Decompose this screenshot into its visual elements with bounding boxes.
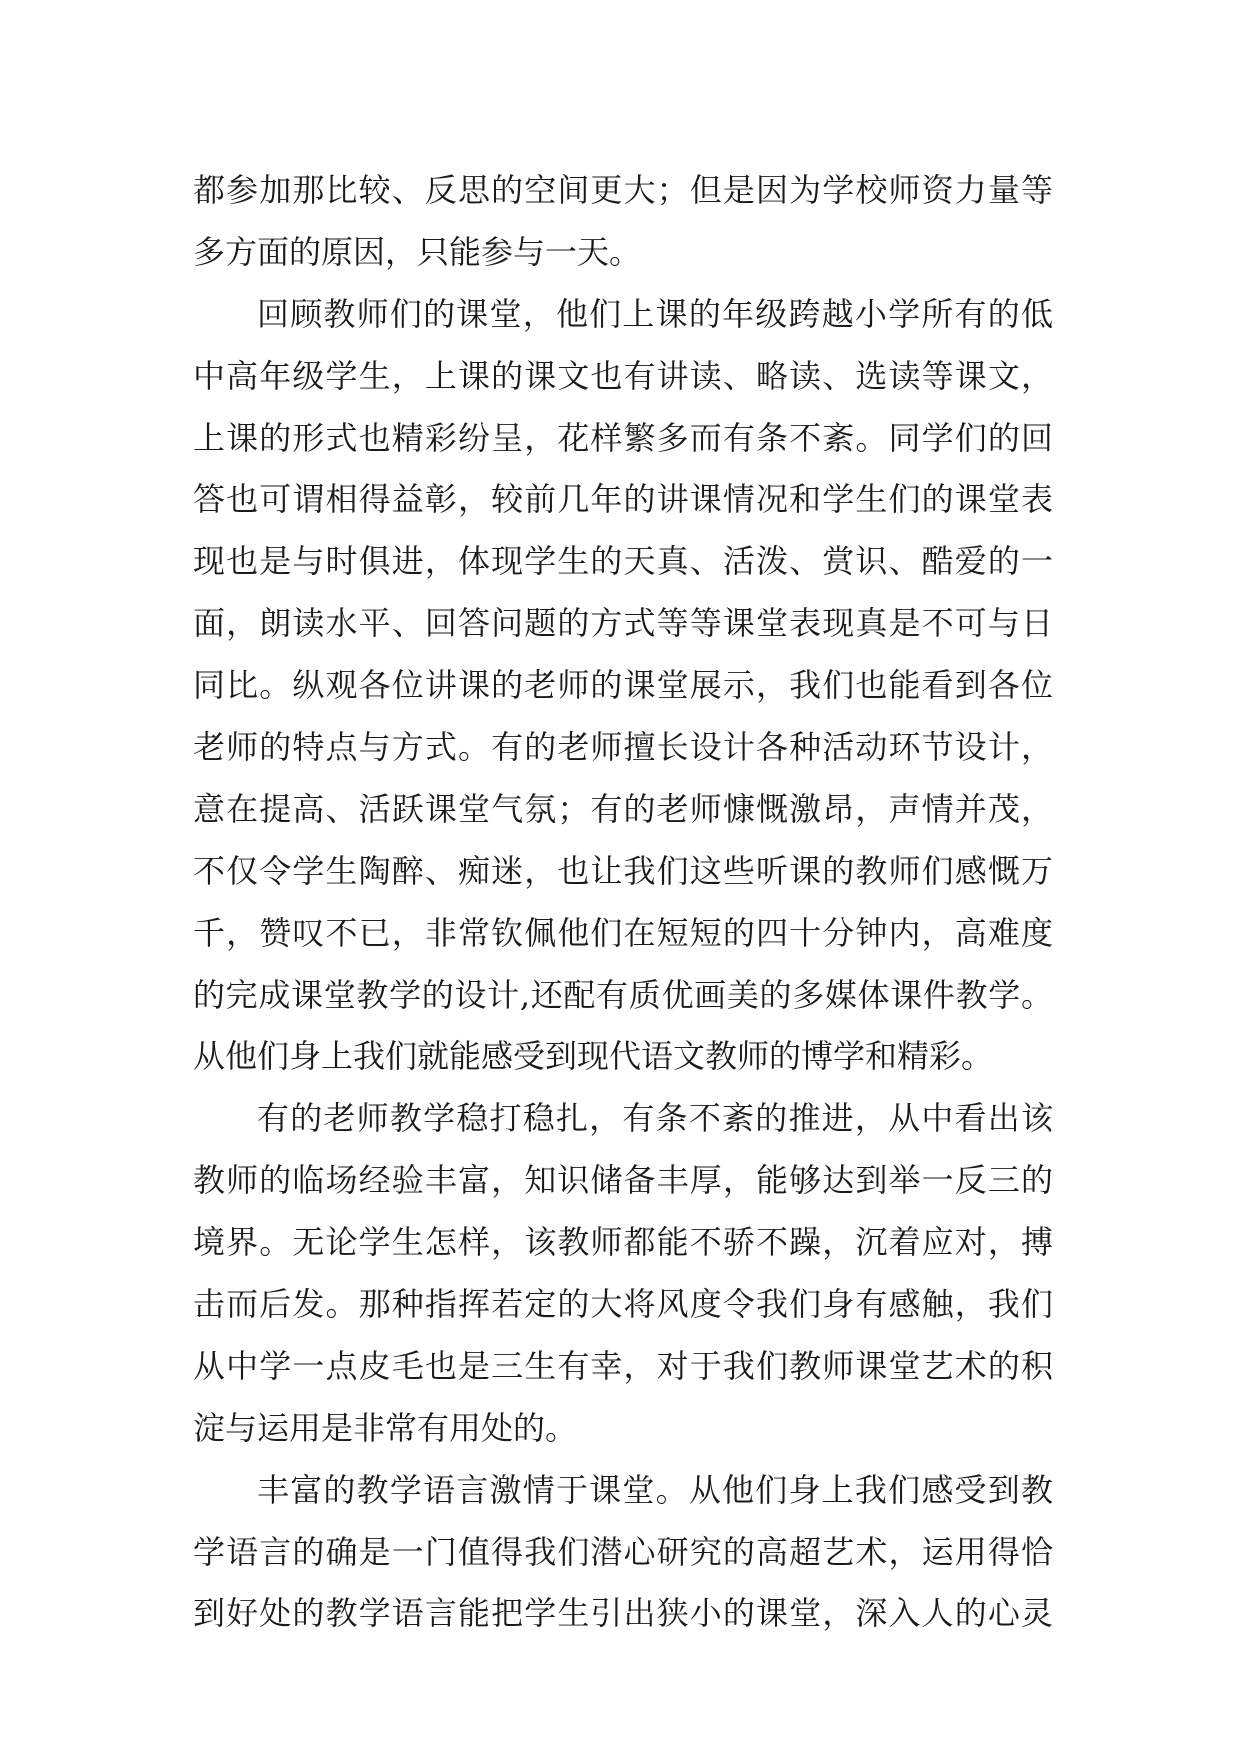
paragraph	[193, 1460, 1053, 1646]
text-line: 上课的形式也精彩纷呈，花样繁多而有条不紊。同学们的回	[193, 418, 1053, 457]
text-line: 学语言的确是一门值得我们潜心研究的高超艺术，运用得恰	[193, 1532, 1053, 1571]
text-line: 都参加那比较、反思的空间更大；但是因为学校师资力量等	[193, 171, 1053, 209]
text-line: 丰富的教学语言激情于课堂。从他们身上我们感受到教	[257, 1470, 1053, 1509]
text-line: 从中学一点皮毛也是三生有幸，对于我们教师课堂艺术的积	[193, 1346, 1053, 1385]
text-line: 从他们身上我们就能感受到现代语文教师的博学和精彩。	[193, 1037, 994, 1076]
text-line: 境界。无论学生怎样，该教师都能不骄不躁，沉着应对，搏	[193, 1223, 1053, 1262]
text-line: 中高年级学生，上课的课文也有讲读、略读、选读等课文，	[193, 356, 1053, 395]
text-line: 淀与运用是非常有用处的。	[193, 1408, 578, 1447]
text-line: 不仅令学生陶醉、痴迷，也让我们这些听课的教师们感慨万	[193, 851, 1053, 890]
paragraph	[193, 1088, 1053, 1459]
text-line: 意在提高、活跃课堂气氛；有的老师慷慨激昂，声情并茂，	[193, 789, 1053, 828]
text-line: 的完成课堂教学的设计,还配有质优画美的多媒体课件教学。	[193, 975, 1053, 1014]
text-line: 教师的临场经验丰富，知识储备丰厚，能够达到举一反三的	[193, 1161, 1053, 1200]
text-line: 现也是与时俱进，体现学生的天真、活泼、赏识、酷爱的一	[193, 542, 1053, 581]
text-line: 回顾教师们的课堂，他们上课的年级跨越小学所有的低	[257, 294, 1053, 333]
text-line: 多方面的原因，只能参与一天。	[193, 232, 642, 271]
text-line: 有的老师教学稳打稳扎，有条不紊的推进，从中看出该	[257, 1099, 1053, 1138]
paragraph	[193, 160, 1053, 284]
text-line: 面，朗读水平、回答问题的方式等等课堂表现真是不可与日	[193, 604, 1053, 643]
text-line: 到好处的教学语言能把学生引出狭小的课堂，深入人的心灵	[193, 1594, 1053, 1633]
text-line: 击而后发。那种指挥若定的大将风度令我们身有感触，我们	[193, 1285, 1053, 1324]
text-line: 答也可谓相得益彰，较前几年的讲课情况和学生们的课堂表	[193, 480, 1053, 519]
text-line: 老师的特点与方式。有的老师擅长设计各种活动环节设计，	[193, 728, 1053, 767]
text-line: 同比。纵观各位讲课的老师的课堂展示，我们也能看到各位	[193, 666, 1053, 705]
paragraph	[193, 284, 1053, 1089]
text-line: 千，赞叹不已，非常钦佩他们在短短的四十分钟内，高难度	[193, 913, 1053, 952]
document-body	[193, 160, 1053, 1645]
